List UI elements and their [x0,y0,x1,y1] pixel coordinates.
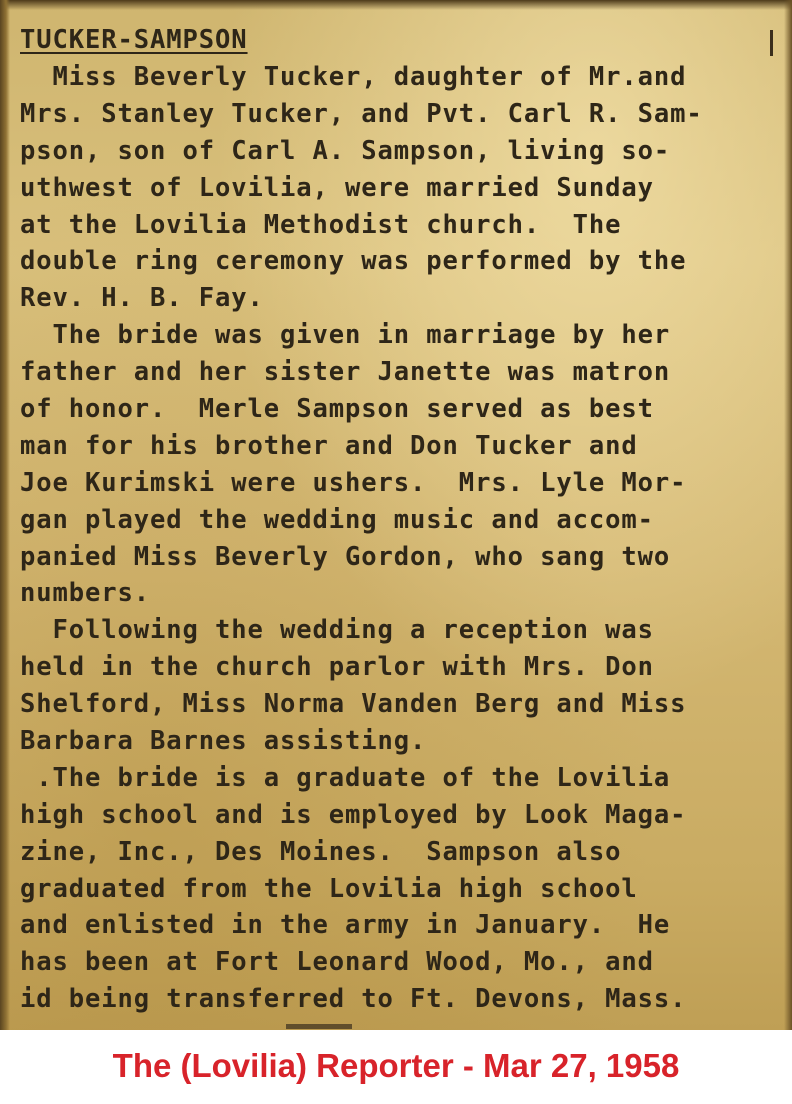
article-line: Mrs. Stanley Tucker, and Pvt. Carl R. Sam- [20,98,703,129]
article-line: Miss Beverly Tucker, daughter of Mr.and [20,62,687,92]
article-line: and enlisted in the army in January. He [20,910,671,941]
article-headline: TUCKER-SAMPSON [20,25,248,55]
article-line: zine, Inc., Des Moines. Sampson also [20,836,622,867]
article-line: Rev. H. B. Fay. [20,283,264,314]
article-line: Following the wedding a reception was [20,615,654,646]
clipping-right-edge [784,0,792,1030]
clipping-top-edge [0,0,792,10]
article-line: pson, son of Carl A. Sampson, living so- [20,135,671,166]
article-line: of honor. Merle Sampson served as best [20,394,654,425]
article-line: Shelford, Miss Norma Vanden Berg and Miss [20,689,687,720]
article-line: double ring ceremony was performed by the [20,246,687,277]
article-line: The bride was given in marriage by her [20,320,671,351]
clipping-left-edge [0,0,10,1030]
article-line: numbers. [20,578,151,609]
wedding-article [20,22,780,1018]
article-line: gan played the wedding music and accom- [20,504,654,535]
article-line: Barbara Barnes assisting. [20,726,427,757]
article-line: father and her sister Janette was matron [20,357,671,388]
article-line: id being transferred to Ft. Devons, Mass. [20,984,687,1015]
end-rule-mark [286,1024,352,1029]
article-line: graduated from the Lovilia high school [20,873,638,904]
article-line: at the Lovilia Methodist church. The [20,209,622,240]
article-line: man for his brother and Don Tucker and [20,430,638,461]
article-line: .The bride is a graduate of the Lovilia [20,762,671,793]
article-line: has been at Fort Leonard Wood, Mo., and [20,947,654,978]
article-line: high school and is employed by Look Maga- [20,799,687,830]
article-line: panied Miss Beverly Gordon, who sang two [20,541,671,572]
source-caption: The (Lovilia) Reporter - Mar 27, 1958 [112,1047,680,1084]
article-line: Joe Kurimski were ushers. Mrs. Lyle Mor- [20,467,687,498]
article-line: held in the church parlor with Mrs. Don [20,652,654,683]
article-line: uthwest of Lovilia, were married Sunday [20,172,654,203]
